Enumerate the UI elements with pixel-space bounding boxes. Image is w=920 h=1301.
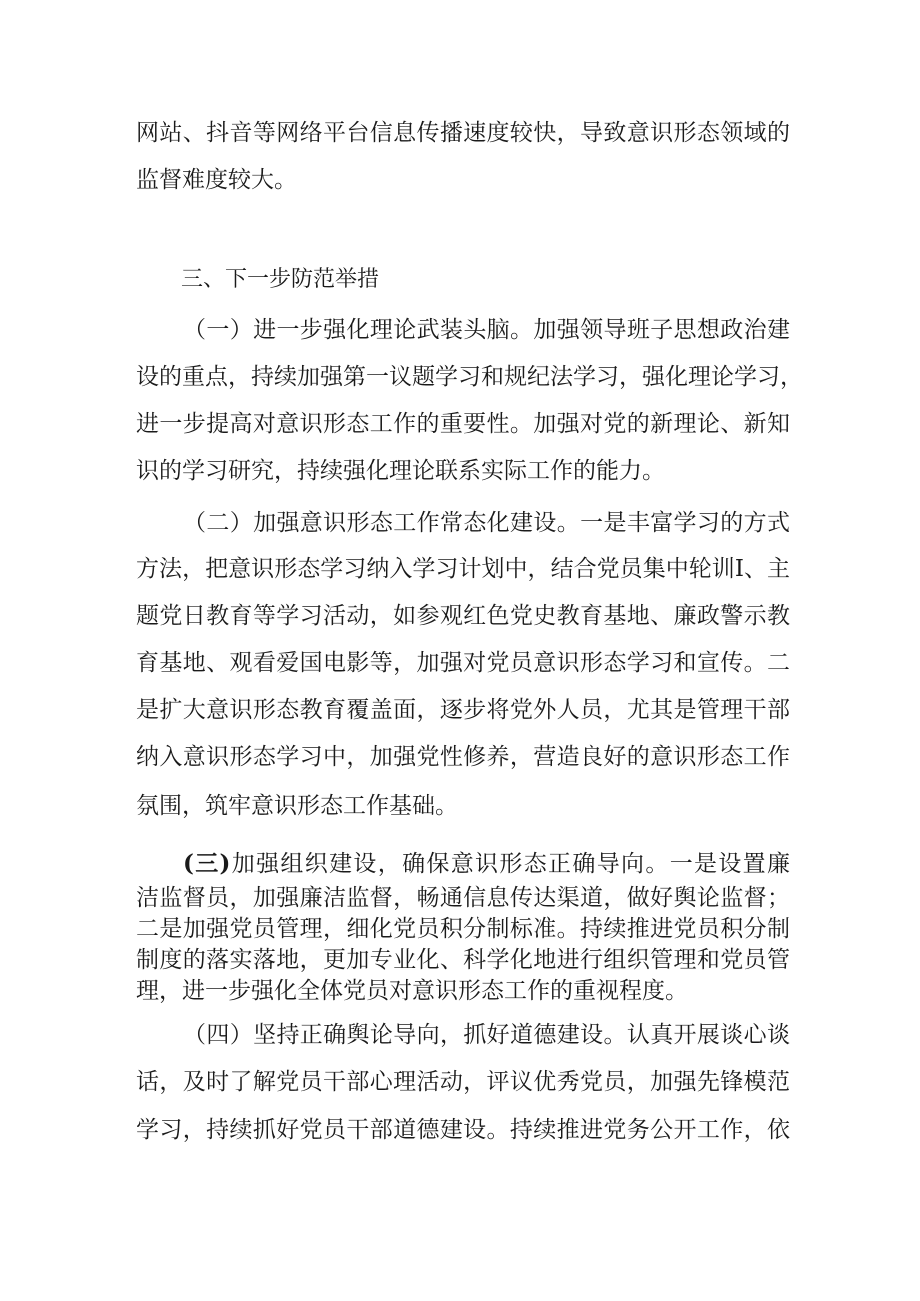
- paragraph-line: 育基地、观看爱国电影等，加强对党员意识形态学习和宣传。二: [136, 650, 790, 676]
- paragraph-line: 监督难度较大。: [136, 167, 297, 193]
- paragraph-line: 话，及时了解党员干部心理活动，评议优秀党员，加强先锋模范: [136, 1069, 790, 1095]
- section-heading: 三、下一步防范举措: [181, 267, 380, 292]
- paragraph-line: （二）加强意识形态工作常态化建设。一是丰富学习的方式: [183, 510, 790, 536]
- paragraph-line: 设的重点，持续加强第一议题学习和规纪法学习，强化理论学习，: [136, 364, 803, 390]
- paragraph-line: 洁监督员，加强廉洁监督，畅通信息传达渠道，做好舆论监督；: [136, 885, 790, 911]
- paragraph-lead: (三): [183, 850, 231, 877]
- paragraph-line: 理，进一步强化全体党员对意识形态工作的重视程度。: [136, 978, 688, 1004]
- paragraph-line: 氛围，筑牢意识形态工作基础。: [136, 793, 458, 819]
- paragraph-line: 进一步提高对意识形态工作的重要性。加强对党的新理论、新知: [136, 411, 790, 437]
- paragraph-line: [183, 849, 790, 879]
- paragraph-lead-text: 加强组织建设，确保意识形态正确导向。一是设置廉: [230, 851, 791, 877]
- paragraph-line: 二是加强党员管理，细化党员积分制标准。持续推进党员积分制: [136, 916, 790, 942]
- paragraph-line: 题党日教育等学习活动，如参观红色党史教育基地、廉政警示教: [136, 603, 790, 629]
- paragraph-line: 制度的落实落地，更加专业化、科学化地进行组织管理和党员管: [136, 947, 790, 973]
- paragraph-line: （一）进一步强化理论武装头脑。加强领导班子思想政治建: [183, 317, 790, 343]
- paragraph-line: 方法，把意识形态学习纳入学习计划中，结合党员集中轮训I、主: [136, 556, 790, 582]
- paragraph-line: 是扩大意识形态教育覆盖面，逐步将党外人员，尤其是管理干部: [136, 697, 790, 723]
- paragraph-line: 学习，持续抓好党员干部道德建设。持续推进党务公开工作，依: [136, 1117, 790, 1143]
- paragraph-line: 网站、抖音等网络平台信息传播速度较快，导致意识形态领域的: [136, 120, 790, 146]
- paragraph-line: （四）坚持正确舆论导向，抓好道德建设。认真开展谈心谈: [183, 1022, 790, 1048]
- paragraph-line: 纳入意识形态学习中，加强党性修养，营造良好的意识形态工作: [136, 744, 790, 770]
- paragraph-line: 识的学习研究，持续强化理论联系实际工作的能力。: [136, 458, 665, 484]
